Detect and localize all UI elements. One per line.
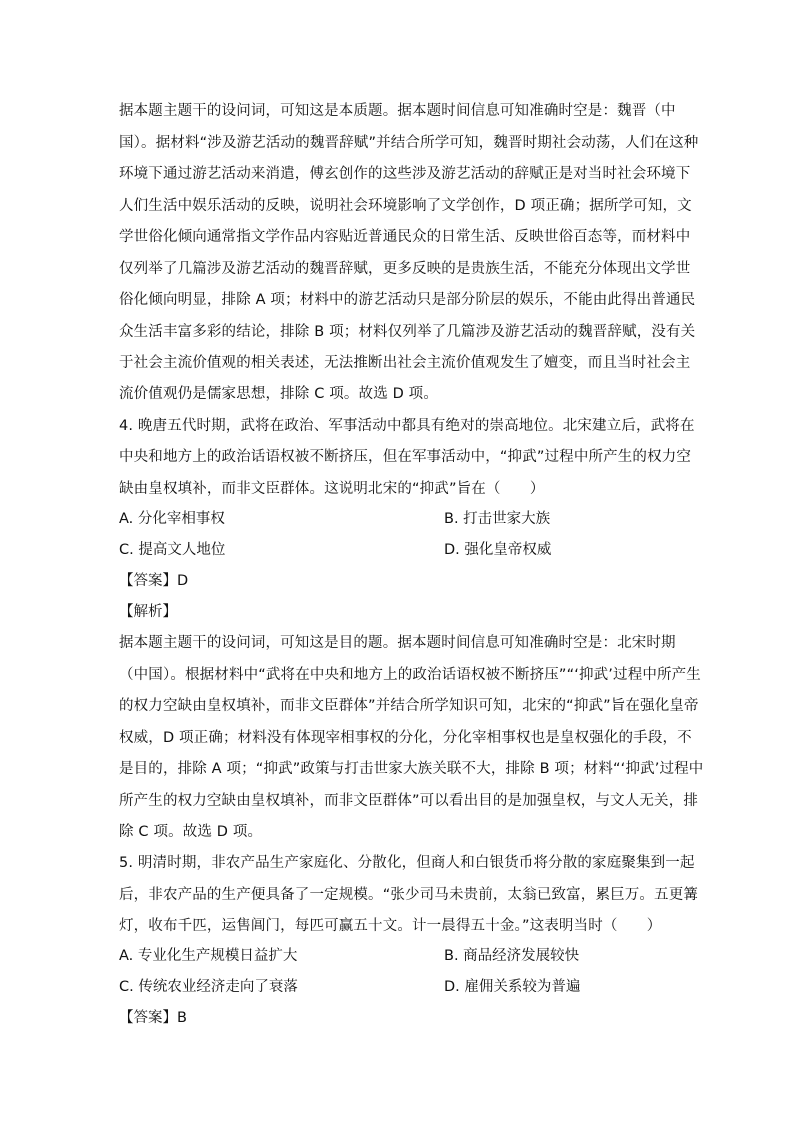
analysis-line: 环境下通过游艺活动来消遣，傅玄创作的这些涉及游艺活动的辞赋正是对当时社会环境下	[119, 166, 691, 182]
analysis-line: 仅列举了几篇涉及游艺活动的魏晋辞赋，更多反映的是贵族生活，不能充分体现出文学世	[119, 261, 691, 277]
question-5-stem: 灯，收布千匹，运售阊门，每匹可赢五十文。计一晨得五十金。”这表明当时（ ）	[119, 918, 662, 934]
analysis-label: 【解析】	[119, 604, 177, 620]
question-5-stem: 后，非农产品的生产便具备了一定规模。“张少司马未贵前，太翁已致富，累巨万。五更篝	[119, 887, 699, 903]
analysis-line: 人们生活中娱乐活动的反映，说明社会环境影响了文学创作，D 项正确；据所学可知，文	[119, 198, 692, 214]
option-b: B. 商品经济发展较快	[444, 948, 580, 964]
analysis-line: 除 C 项。故选 D 项。	[119, 824, 263, 840]
option-d: D. 强化皇帝权威	[444, 542, 552, 558]
analysis-line: 的权力空缺由皇权填补，而非文臣群体”并结合所学知识可知，北宋的“抑武”旨在强化皇帝	[119, 698, 699, 714]
analysis-line: 众生活丰富多彩的结论，排除 B 项；材料仅列举了几篇涉及游艺活动的魏晋辞赋，没有关	[119, 324, 696, 340]
analysis-line: （中国）。根据材料中“武将在中央和地方上的政治话语权被不断挤压”“‘抑武’过程中所产生	[119, 667, 701, 683]
analysis-line: 学世俗化倾向通常指文学作品内容贴近普通民众的日常生活、反映世俗百态等，而材料中	[119, 229, 691, 245]
answer-label: 【答案】D	[119, 573, 189, 589]
analysis-line: 流价值观仍是儒家思想，排除 C 项。故选 D 项。	[119, 386, 438, 402]
answer-label: 【答案】B	[119, 1010, 187, 1026]
option-d: D. 雇佣关系较为普遍	[444, 979, 581, 995]
analysis-line: 权威，D 项正确；材料没有体现宰相事权的分化，分化宰相事权也是皇权强化的手段，不	[119, 730, 692, 746]
option-a: A. 专业化生产规模日益扩大	[119, 948, 298, 964]
analysis-line: 所产生的权力空缺由皇权填补，而非文臣群体”可以看出目的是加强皇权，与文人无关，排	[119, 793, 699, 809]
question-5-stem: 5. 明清时期，非农产品生产家庭化、分散化，但商人和白银货币将分散的家庭聚集到一起	[119, 855, 695, 871]
analysis-line: 据本题主题干的设问词，可知这是本质题。据本题时间信息可知准确时空是：魏晋（中	[119, 103, 676, 119]
analysis-line: 国）。据材料“涉及游艺活动的魏晋辞赋”并结合所学可知，魏晋时期社会动荡，人们在这种	[119, 135, 699, 151]
question-4-stem: 中央和地方上的政治话语权被不断挤压，但在军事活动中，“抑武”过程中所产生的权力空	[119, 449, 692, 465]
option-b: B. 打击世家大族	[444, 511, 551, 527]
option-a: A. 分化宰相事权	[119, 511, 225, 527]
analysis-line: 俗化倾向明显，排除 A 项；材料中的游艺活动只是部分阶层的娱乐，不能由此得出普通民	[119, 292, 696, 308]
analysis-line: 是目的，排除 A 项；“抑武”政策与打击世家大族关联不大，排除 B 项；材料“‘抑武’过程中	[119, 761, 704, 777]
question-4-stem: 4. 晚唐五代时期，武将在政治、军事活动中都具有绝对的崇高地位。北宋建立后，武将在	[119, 418, 695, 434]
option-c: C. 传统农业经济走向了衰落	[119, 979, 298, 995]
analysis-line: 据本题主题干的设问词，可知这是目的题。据本题时间信息可知准确时空是：北宋时期	[119, 635, 676, 651]
option-c: C. 提高文人地位	[119, 542, 226, 558]
question-4-stem: 缺由皇权填补，而非文臣群体。这说明北宋的“抑武”旨在（ ）	[119, 481, 545, 497]
analysis-line: 于社会主流价值观的相关表述，无法推断出社会主流价值观发生了嬗变，而且当时社会主	[119, 355, 691, 371]
